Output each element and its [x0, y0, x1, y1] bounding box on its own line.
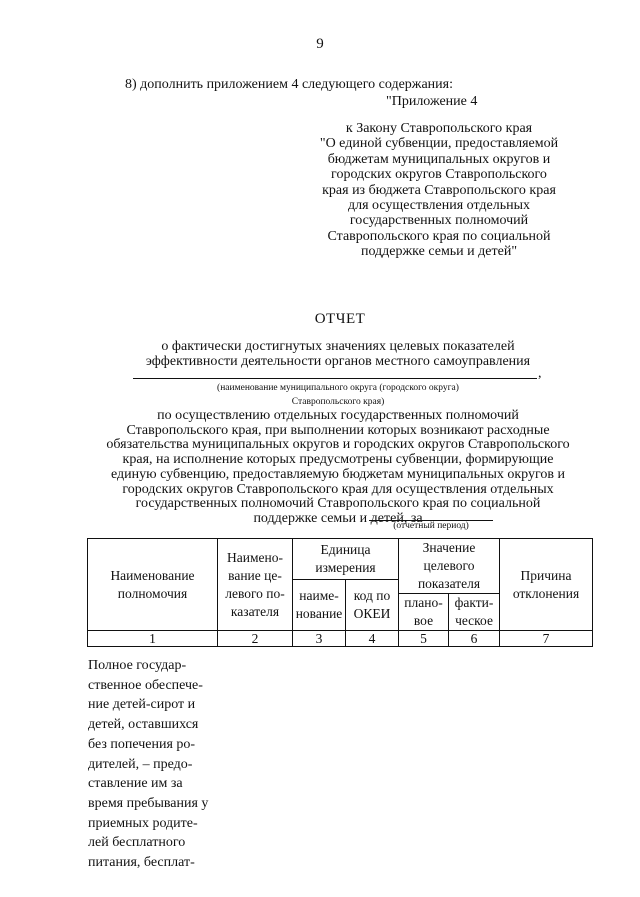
period-caption: (отчетный период): [393, 521, 469, 531]
law-line: бюджетам муниципальных округов и: [327, 151, 551, 167]
column-number: 6: [449, 631, 500, 647]
header-value-actual: факти- ческое: [449, 594, 500, 631]
body-line: Ставропольского края, при выполнении которых возникают расходные: [126, 422, 550, 438]
column-number: 1: [88, 631, 218, 647]
subtitle-line: эффективности деятельности органов местного самоуправления: [145, 354, 531, 369]
body-line: единую субвенцию, предоставляемую бюджетам муниципальных округов и: [111, 466, 565, 482]
body-line: края, на исполнение которых предусмотрены субвенции, формирующие: [122, 452, 554, 468]
municipality-blank-line: [133, 378, 537, 379]
law-line: Ставропольского края по социальной: [327, 228, 551, 244]
header-authority: Наименование полномочия: [88, 539, 218, 631]
report-body-text: [0, 409, 640, 527]
subtitle-line: о фактически достигнутых значениях целевых показателей: [161, 339, 515, 354]
column-number: 2: [218, 631, 293, 647]
law-line: городских округов Ставропольского: [331, 167, 547, 183]
header-value-planned: плано- вое: [399, 594, 449, 631]
report-subtitle: [0, 339, 640, 369]
appendix-label: "Приложение 4: [386, 94, 478, 109]
header-value-group: Значение целевого показателя: [399, 539, 500, 594]
header-unit-name: наиме- нование: [293, 580, 346, 631]
law-reference: [300, 121, 578, 260]
page-number: 9: [316, 36, 324, 52]
law-line: к Закону Ставропольского края: [345, 121, 533, 136]
region-caption: Ставропольского края): [291, 397, 385, 407]
header-unit-okei: код по ОКЕИ: [346, 580, 399, 631]
report-title: ОТЧЕТ: [314, 311, 366, 327]
law-line: для осуществления отдельных: [347, 198, 530, 214]
law-line: поддержке семьи и детей": [360, 244, 518, 260]
amendment-intro: 8) дополнить приложением 4 следующего содержания:: [125, 77, 453, 92]
municipality-caption: (наименование муниципального округа (городского округа): [217, 383, 459, 393]
comma: ,: [538, 366, 542, 381]
column-number: 7: [500, 631, 593, 647]
law-line: края из бюджета Ставропольского края: [322, 182, 556, 198]
body-line: обязательства муниципальных округов и городских округов Ставропольского: [106, 437, 570, 453]
body-line: городских округов Ставропольского края для осуществления отдельных: [122, 481, 554, 497]
header-reason: Причина отклонения: [500, 539, 593, 631]
report-table: [87, 538, 593, 647]
column-number: 3: [293, 631, 346, 647]
header-indicator-name: Наимено- вание це- левого по- казателя: [218, 539, 293, 631]
law-line: государственных полномочий: [349, 213, 529, 229]
column-number: 5: [399, 631, 449, 647]
column-number: 4: [346, 631, 399, 647]
first-authority-entry: Полное государ- ственное обеспече- ние детей-сирот и детей, оставшихся без попечения ро- дителей, – предо- ставление им за время пребывания у приемных родите- лей бесплатного питания, бесплат-: [88, 658, 209, 871]
header-unit-group: Единица измерения: [293, 539, 399, 580]
body-line: поддержке семьи и детей, за: [253, 510, 423, 526]
law-line: "О единой субвенции, предоставляемой: [319, 136, 559, 152]
body-line: государственных полномочий Ставропольского края по социальной: [135, 496, 541, 512]
body-line: по осуществлению отдельных государственных полномочий: [157, 408, 519, 423]
